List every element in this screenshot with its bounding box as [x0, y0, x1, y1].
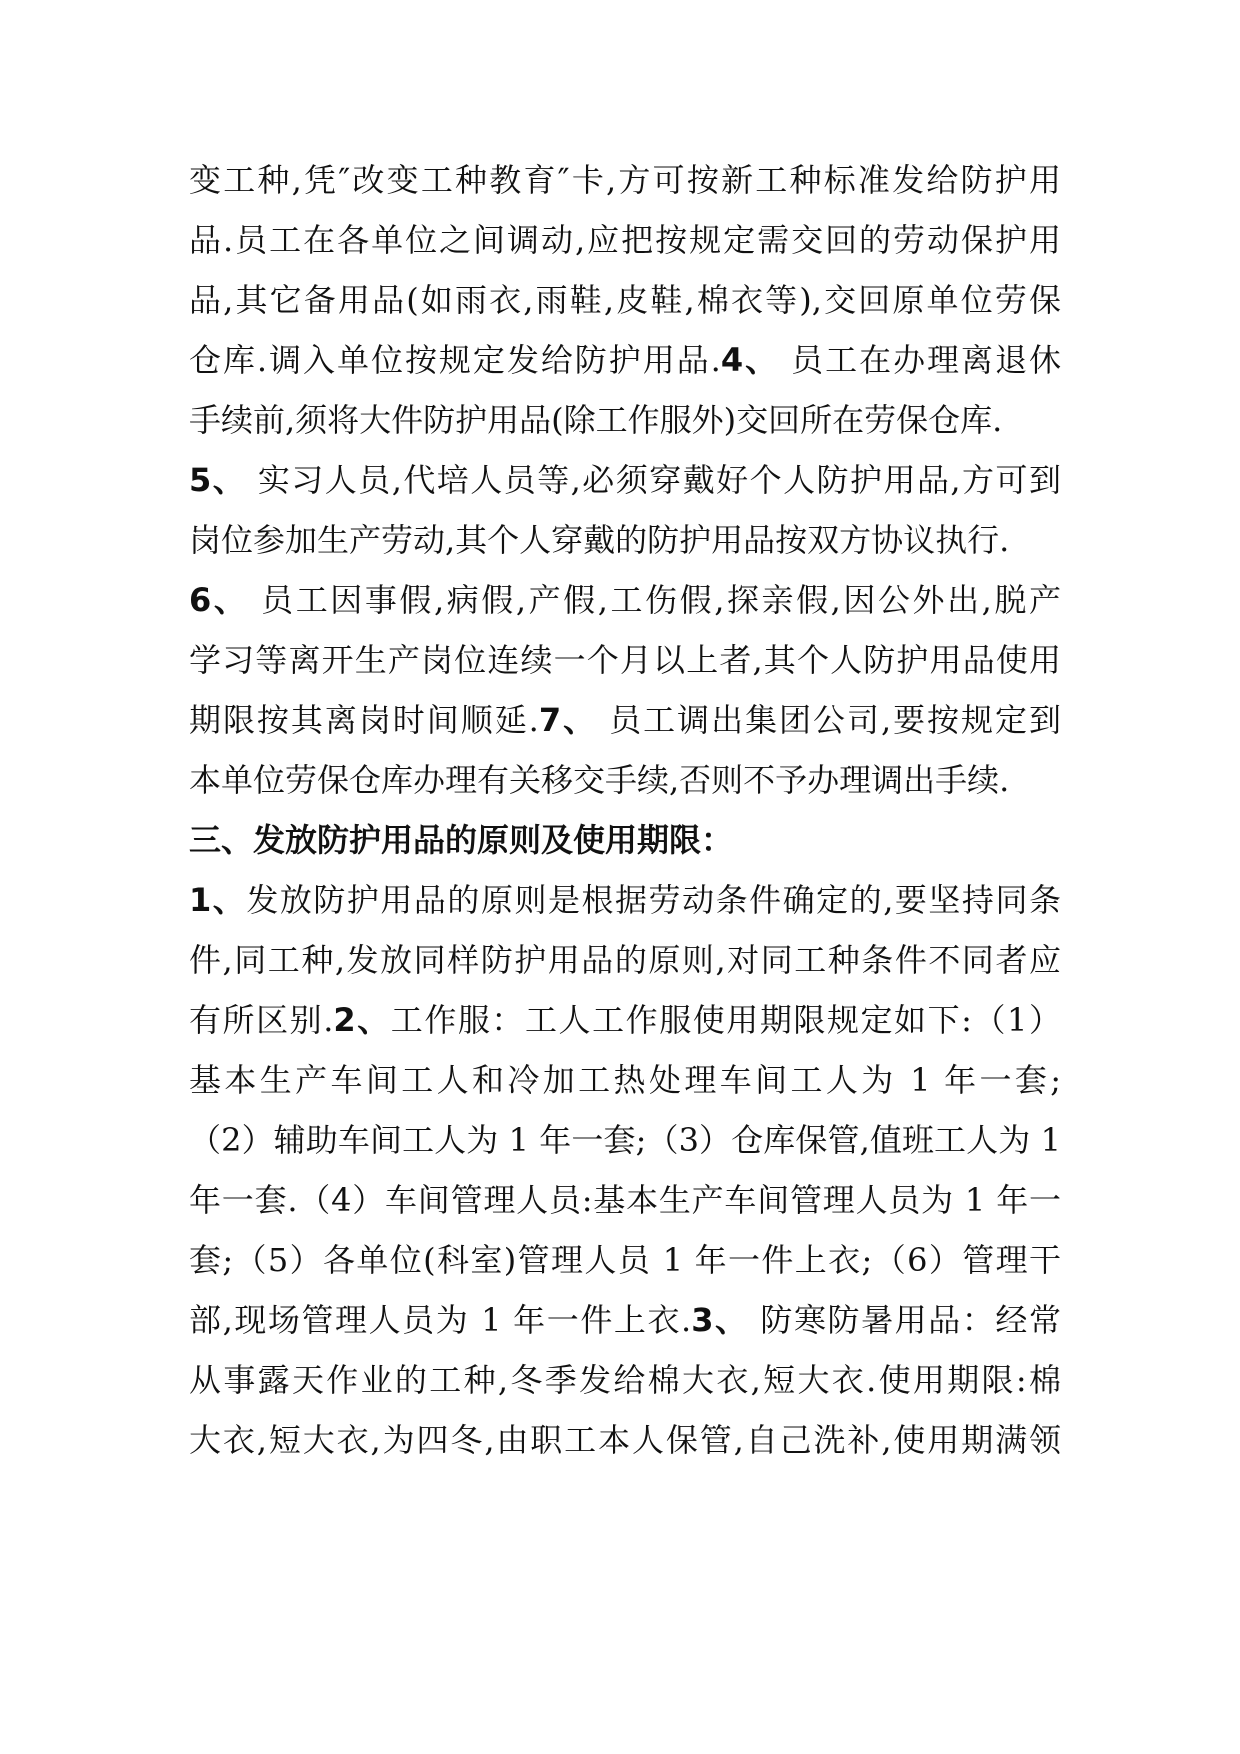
text-run: 本单位劳保仓库办理有关移交手续,否则不予办理调出手续. — [189, 761, 1010, 799]
text-run: 套;（5）各单位(科室)管理人员 1 年一件上衣;（6）管理干 — [189, 1241, 1061, 1279]
text-run: 防寒防暑用品：经常 — [748, 1301, 1061, 1339]
paragraph-line — [189, 457, 1061, 503]
text-run: 仓库.调入单位按规定发给防护用品. — [189, 341, 721, 379]
paragraph-line — [189, 1057, 1061, 1103]
paragraph-line — [189, 337, 1061, 383]
paragraph-line — [189, 1237, 1061, 1283]
text-run: 工作服：工人工作服使用期限规定如下:（1） — [390, 1001, 1061, 1039]
text-run: 岗位参加生产劳动,其个人穿戴的防护用品按双方协议执行. — [189, 521, 1010, 559]
text-run: 实习人员,代培人员等,必须穿戴好个人防护用品,方可到 — [246, 461, 1061, 499]
paragraph-line — [189, 1117, 1061, 1163]
text-run: 员工在办理离退休 — [779, 341, 1061, 379]
item-number: 7、 — [538, 701, 598, 739]
text-run: 手续前,须将大件防护用品(除工作服外)交回所在劳保仓库. — [189, 401, 1003, 439]
item-number: 4、 — [720, 341, 780, 379]
item-number: 3、 — [691, 1301, 749, 1339]
text-run: （2）辅助车间工人为 1 年一套;（3）仓库保管,值班工人为 1 — [189, 1121, 1061, 1159]
paragraph-line — [189, 1297, 1061, 1343]
text-run: 件,同工种,发放同样防护用品的原则,对同工种条件不同者应 — [189, 941, 1061, 979]
text-run: 有所区别. — [189, 1001, 334, 1039]
text-run: 品,其它备用品(如雨衣,雨鞋,皮鞋,棉衣等),交回原单位劳保 — [189, 281, 1061, 319]
text-run: 变工种,凭″改变工种教育″卡,方可按新工种标准发给防护用 — [189, 161, 1061, 199]
paragraph-line — [189, 637, 1061, 683]
paragraph-line — [189, 517, 1061, 563]
paragraph-line — [189, 577, 1061, 623]
text-run: 年一套.（4）车间管理人员:基本生产车间管理人员为 1 年一 — [189, 1181, 1061, 1219]
paragraph-line — [189, 757, 1061, 803]
paragraph-line — [189, 1177, 1061, 1223]
paragraph-line — [189, 157, 1061, 203]
text-run: 品.员工在各单位之间调动,应把按规定需交回的劳动保护用 — [189, 221, 1061, 259]
paragraph-line — [189, 1357, 1061, 1403]
text-run: 发放防护用品的原则是根据劳动条件确定的,要坚持同条 — [246, 881, 1061, 919]
paragraph-line — [189, 937, 1061, 983]
item-number: 2、 — [333, 1001, 391, 1039]
text-run: 从事露天作业的工种,冬季发给棉大衣,短大衣.使用期限:棉 — [189, 1361, 1061, 1399]
text-run: 员工因事假,病假,产假,工伤假,探亲假,因公外出,脱产 — [248, 581, 1061, 619]
text-run: 学习等离开生产岗位连续一个月以上者,其个人防护用品使用 — [189, 641, 1061, 679]
text-run: 大衣,短大衣,为四冬,由职工本人保管,自己洗补,使用期满领 — [189, 1421, 1061, 1459]
paragraph-line — [189, 277, 1061, 323]
text-run: 三、发放防护用品的原则及使用期限： — [189, 821, 734, 859]
text-run: 期限按其离岗时间顺延. — [189, 701, 539, 739]
paragraph-line — [189, 877, 1061, 923]
paragraph-line — [189, 397, 1061, 443]
paragraph-line — [189, 217, 1061, 263]
item-number: 6、 — [189, 581, 249, 619]
text-run: 部,现场管理人员为 1 年一件上衣. — [189, 1301, 692, 1339]
paragraph-line — [189, 1417, 1061, 1463]
paragraph-line — [189, 697, 1061, 743]
text-run: 员工调出集团公司,要按规定到 — [597, 701, 1061, 739]
item-number: 1、 — [189, 881, 247, 919]
text-run: 基本生产车间工人和冷加工热处理车间工人为 1 年一套; — [189, 1061, 1061, 1099]
item-number: 5、 — [189, 461, 247, 499]
paragraph-line — [189, 997, 1061, 1043]
section-heading — [189, 817, 1061, 863]
